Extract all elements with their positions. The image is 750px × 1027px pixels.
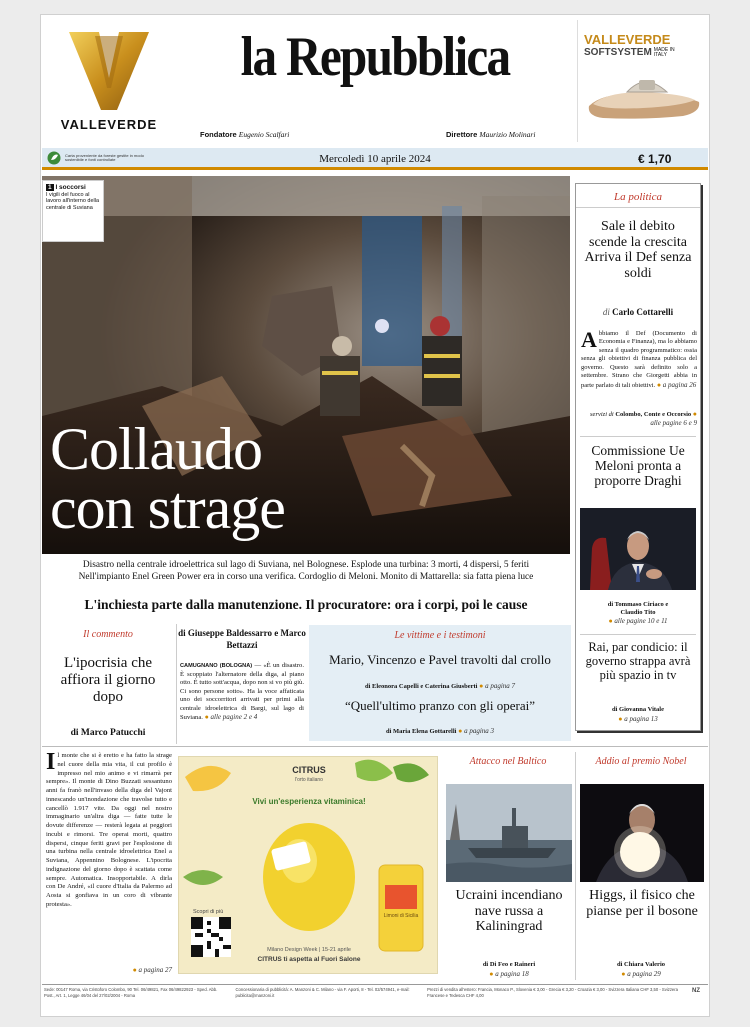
commento-headline[interactable]: L'ipocrisia che affiora il giorno dopo bbox=[60, 655, 156, 705]
commission-author-names: di Tommaso Ciriaco e Claudio Tito bbox=[607, 601, 669, 617]
rai-headline[interactable]: Rai, par condicio: il governo strappa avrà più spazio in tv bbox=[585, 640, 691, 682]
vittime-kicker: Le vittime e i testimoni bbox=[394, 630, 486, 641]
rai-byline bbox=[576, 706, 700, 725]
services-authors: Colombo, Conte e Occorsio bbox=[615, 411, 692, 418]
commento-body-text: l monte che si è eretto e ha fatto la strage nel cuore della mia vita, il cui profilo è impresso nel mio animo e vi rimarrà per sempre». Il monte di Dino Buzzati sessantuno anni fa franò nell'invaso della diga del Vajont innescando un'inondazione che travolse tutto e cancellò 1.917 vite. Da oggi nel nostro immaginario un'altra diga — fatte tutte le dovute differenze — resterà legata ai peggiori incubi e rimorsi. Tre operai morti, quattro dispersi, cinque feriti gravi per l'esplosione di una turbina nella centrale idroelettrica Enel a Suviana, Appennino Bolognese. L'ipocrita indignazione del giorno dopo è scattata come sempre. Automatica. Insopportabile. A dirla con De André, «il cuore d'Italia da Palermo ad Aosta si gonfiava in un coro di vibrante protesta». bbox=[46, 752, 172, 909]
nobel-kicker: Addio al premio Nobel bbox=[595, 756, 687, 767]
nobel-headline[interactable]: Higgs, il fisico che pianse per il bosone bbox=[586, 888, 698, 919]
draghi-photo[interactable] bbox=[580, 508, 696, 590]
vittime-quote[interactable]: “Quell'ultimo pranzo con gli operai” bbox=[344, 698, 536, 713]
nobel-author: di Chiara Valerio bbox=[616, 961, 666, 968]
commission-headline[interactable]: Commissione Ue Meloni pronta a proporre Draghi bbox=[591, 443, 685, 489]
valleverde-wordmark: VALLEVERDE bbox=[60, 117, 158, 132]
main-headline[interactable] bbox=[50, 416, 285, 541]
inset-title: I soccorsi bbox=[55, 184, 86, 191]
divider bbox=[580, 634, 696, 635]
ad-made: MADE IN ITALY bbox=[653, 47, 675, 58]
founder-name: Eugenio Scalfari bbox=[238, 130, 290, 139]
nobel-byline bbox=[577, 961, 705, 980]
sandal-icon bbox=[583, 62, 703, 122]
footer-rule bbox=[42, 984, 708, 985]
commento-dropcap: I bbox=[46, 749, 56, 775]
baltico-photo[interactable] bbox=[446, 784, 572, 882]
column-divider bbox=[575, 752, 576, 980]
date: Mercoledì 10 aprile 2024 bbox=[319, 153, 431, 165]
citrus-brand-sub: l'orto italiano bbox=[295, 777, 323, 783]
commission-page: ● alle pagine 10 e 11 bbox=[608, 617, 668, 626]
ad-brand: VALLEVERDE bbox=[584, 32, 671, 47]
citrus-scan: Scopri di più bbox=[193, 909, 224, 915]
headline-line-2: con strage bbox=[50, 474, 285, 541]
nobel-page: ● a pagina 29 bbox=[621, 969, 661, 978]
leaf-icon bbox=[46, 151, 62, 165]
founder-label: Fondatore bbox=[200, 130, 237, 139]
footer-col-1: Sede: 00147 Roma, via Cristoforo Colombo, 90 Tel. 06/49821, Fax 06/49822923 - Sped. Abb. Post., Art. 1, Legge 46/04 del 27/02/2004 - Roma bbox=[44, 987, 218, 998]
divider bbox=[580, 436, 696, 437]
rai-page: ● a pagina 13 bbox=[618, 714, 658, 723]
politica-dropcap: A bbox=[581, 327, 597, 352]
citrus-pack: Limoni di Sicilia bbox=[383, 913, 419, 919]
qr-code-icon[interactable] bbox=[191, 917, 231, 957]
citrus-event: Milano Design Week | 15-21 aprile bbox=[267, 947, 351, 953]
commento-author: di Marco Patucchi bbox=[70, 728, 146, 738]
footer bbox=[44, 987, 706, 998]
hero-inset bbox=[42, 180, 104, 242]
vittime-byline-1 bbox=[309, 682, 571, 690]
hero-caption bbox=[42, 559, 570, 583]
hero-subhead[interactable]: L'inchiesta parte dalla manutenzione. Il procuratore: ora i corpi, poi le cause bbox=[84, 597, 528, 612]
footer-num: NZ bbox=[692, 988, 700, 994]
eco-badge bbox=[46, 151, 155, 165]
masthead-ad[interactable] bbox=[577, 20, 707, 142]
politica-body-text: bbiamo il Def (Documento di Economia e Finanza), ma lo abbiamo senza il quadro programmatico: ossia senza gli obiettivi di finanza pubblica del governo. Questo sarà definito solo a settembre. Strano che Giorgetti abbia in parte parlato di tali obiettivi. bbox=[581, 330, 697, 389]
price: € 1,70 bbox=[638, 152, 672, 166]
citrus-tagline: Vivi un'esperienza vitaminica! bbox=[252, 797, 366, 806]
baldessarro-body bbox=[180, 662, 304, 723]
politica-headline[interactable]: Sale il debito scende la crescita Arriva il Def senza soldi bbox=[584, 219, 692, 282]
inset-number: 1 bbox=[48, 184, 52, 191]
politica-author bbox=[576, 307, 700, 317]
footer-col-3: Prezzi di vendita all'estero: Francia, Monaco P., Slovenia € 3,00 - Grecia € 3,20 - Croazia € 3,00 - Svizzera Italiana CHF 3,50 - Svizzera Francese e Tedesca CHF 4,00 bbox=[427, 987, 678, 998]
director-line bbox=[446, 130, 535, 139]
caption-line-2: Nell'impianto Enel Green Power era in corso una verifica. Cordoglio di Meloni. Monito di Mattarella: sia fatta piena luce bbox=[78, 572, 534, 583]
vittime-page-1: ● a pagina 7 bbox=[479, 682, 516, 690]
headline-line-1: Collaudo bbox=[50, 416, 262, 482]
ad-sub: SOFTSYSTEM bbox=[584, 47, 652, 58]
valleverde-logo[interactable] bbox=[44, 20, 174, 140]
baltico-byline bbox=[446, 961, 572, 980]
draghi-portrait bbox=[580, 508, 696, 590]
director-name: Maurizio Molinari bbox=[479, 130, 536, 139]
baldessarro-place: CAMUGNANO (BOLOGNA) bbox=[180, 663, 253, 669]
commento-kicker: Il commento bbox=[83, 629, 133, 640]
baldessarro-text: — «È un disastro. È scoppiato l'alternatore della diga, al piano otto. È tutto sott'acqua, dopo non si vo più giù. Ci sono persone sotto». Ha la voce affaticata uno dei soccorritori arrivati per primi alla centrale idroelettrica di Bargi, sul lago di Suviana. bbox=[180, 662, 305, 722]
politica-by: di bbox=[602, 307, 610, 317]
vittime-headline[interactable]: Mario, Vincenzo e Pavel travolti dal crollo bbox=[329, 652, 551, 667]
rai-author: di Giovanna Vitale bbox=[611, 706, 664, 713]
divider bbox=[176, 624, 177, 744]
vittime-authors-1: di Eleonora Capelli e Caterina Giusberti bbox=[364, 683, 478, 690]
services-page: ● alle pagine 6 e 9 bbox=[650, 410, 697, 428]
citrus-ad[interactable] bbox=[178, 756, 438, 974]
politica-kicker: La politica bbox=[576, 191, 700, 208]
inset-text: I vigili del fuoco al lavoro all'interno della centrale di Suviana bbox=[46, 192, 100, 211]
valleverde-v-icon bbox=[65, 26, 153, 114]
commission-authors bbox=[576, 601, 700, 626]
vittime-authors-2: di Maria Elena Gottarelli bbox=[385, 728, 457, 735]
baltico-headline[interactable]: Ucraini incendiano nave russa a Kaliningrad bbox=[455, 888, 563, 935]
nobel-photo[interactable] bbox=[580, 784, 704, 882]
services-lead: servizi di bbox=[590, 411, 614, 418]
politica-services bbox=[581, 410, 697, 429]
commento-body bbox=[46, 749, 172, 910]
baltico-kicker: Attacco nel Baltico bbox=[469, 756, 547, 767]
baldessarro-byline: di Giuseppe Baldessarro e Marco Bettazzi bbox=[178, 628, 306, 650]
politica-body bbox=[581, 327, 697, 390]
commento-page: ● a pagina 27 bbox=[132, 966, 172, 974]
newspaper-title[interactable]: la Repubblica bbox=[240, 26, 510, 88]
footer-col-2: Concessionaria di pubblicità: A. Manzoni & C. Milano - via F. Aporti, 8 - Tel. 02/574941, e-mail: publicita@manzoni.it bbox=[235, 987, 410, 998]
vittime-byline-2 bbox=[309, 727, 571, 735]
founder-line bbox=[200, 130, 289, 139]
baltico-page: ● a pagina 18 bbox=[489, 969, 529, 978]
eco-text: Carta proveniente da foreste gestite in modo sostenibile e fonti controllate bbox=[65, 152, 144, 162]
director-label: Direttore bbox=[446, 130, 478, 139]
vittime-page-2: ● a pagina 3 bbox=[458, 727, 495, 735]
baltico-authors: di Di Feo e Raineri bbox=[482, 961, 536, 968]
higgs-portrait bbox=[580, 784, 704, 882]
politica-author-name: Carlo Cottarelli bbox=[612, 307, 674, 317]
politica-page: ● a pagina 26 bbox=[656, 380, 697, 389]
citrus-brand: CITRUS bbox=[292, 765, 326, 775]
warship-photo bbox=[446, 784, 572, 882]
baldessarro-page: ● alle pagine 2 e 4 bbox=[204, 713, 258, 722]
citrus-event-2: CITRUS ti aspetta al Fuori Salone bbox=[257, 956, 361, 963]
caption-line-1: Disastro nella centrale idroelettrica sul lago di Suviana, nel Bolognese. Esplode una turbina: 3 morti, 4 dispersi, 5 feriti bbox=[82, 560, 530, 570]
section-rule bbox=[42, 746, 708, 747]
